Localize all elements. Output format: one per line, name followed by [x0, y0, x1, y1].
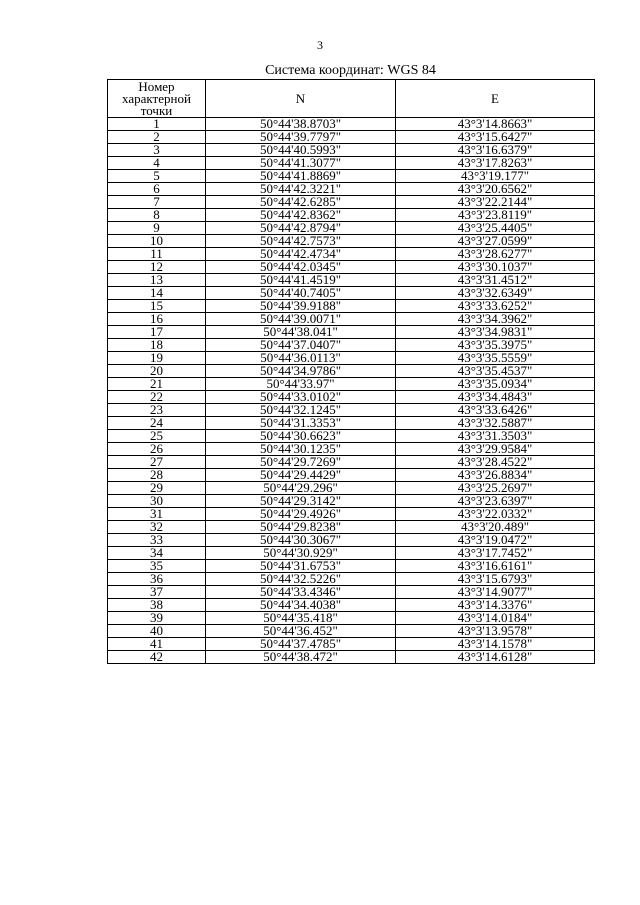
cell-east: 43°3'35.5559": [396, 352, 595, 365]
cell-point-number: 5: [108, 170, 206, 183]
cell-north: 50°44'42.4734": [206, 248, 396, 261]
cell-north: 50°44'30.6623": [206, 430, 396, 443]
cell-north: 50°44'37.0407": [206, 339, 396, 352]
table-row: [108, 378, 595, 391]
table-body: [108, 118, 595, 664]
cell-east: 43°3'35.4537": [396, 365, 595, 378]
table-row: [108, 404, 595, 417]
cell-north: 50°44'34.4038": [206, 599, 396, 612]
cell-north: 50°44'33.0102": [206, 391, 396, 404]
cell-point-number: 24: [108, 417, 206, 430]
cell-north: 50°44'32.5226": [206, 573, 396, 586]
table-row: [108, 209, 595, 222]
cell-point-number: 3: [108, 144, 206, 157]
table-row: [108, 170, 595, 183]
cell-north: 50°44'38.041": [206, 326, 396, 339]
table-row: [108, 638, 595, 651]
table-row: [108, 235, 595, 248]
cell-east: 43°3'14.6128": [396, 651, 595, 664]
cell-north: 50°44'41.3077": [206, 157, 396, 170]
cell-point-number: 26: [108, 443, 206, 456]
table-row: [108, 521, 595, 534]
cell-north: 50°44'41.8869": [206, 170, 396, 183]
table-row: [108, 417, 595, 430]
cell-east: 43°3'34.4843": [396, 391, 595, 404]
cell-east: 43°3'32.5887": [396, 417, 595, 430]
cell-east: 43°3'14.8663": [396, 118, 595, 131]
coordinate-system-caption: Система координат: WGS 84: [265, 63, 436, 78]
cell-east: 43°3'25.4405": [396, 222, 595, 235]
cell-east: 43°3'26.8834": [396, 469, 595, 482]
cell-north: 50°44'35.418": [206, 612, 396, 625]
cell-point-number: 21: [108, 378, 206, 391]
cell-north: 50°44'29.7269": [206, 456, 396, 469]
table-row: [108, 118, 595, 131]
cell-east: 43°3'19.177": [396, 170, 595, 183]
cell-point-number: 10: [108, 235, 206, 248]
cell-north: 50°44'29.4926": [206, 508, 396, 521]
cell-east: 43°3'15.6427": [396, 131, 595, 144]
cell-east: 43°3'33.6252": [396, 300, 595, 313]
cell-east: 43°3'27.0599": [396, 235, 595, 248]
cell-east: 43°3'14.3376": [396, 599, 595, 612]
cell-east: 43°3'19.0472": [396, 534, 595, 547]
table-row: [108, 560, 595, 573]
cell-east: 43°3'28.4522": [396, 456, 595, 469]
table-row: [108, 430, 595, 443]
cell-point-number: 13: [108, 274, 206, 287]
cell-point-number: 40: [108, 625, 206, 638]
cell-north: 50°44'31.6753": [206, 560, 396, 573]
cell-east: 43°3'25.2697": [396, 482, 595, 495]
table-row: [108, 573, 595, 586]
cell-east: 43°3'23.6397": [396, 495, 595, 508]
cell-point-number: 23: [108, 404, 206, 417]
cell-point-number: 31: [108, 508, 206, 521]
table-row: [108, 508, 595, 521]
cell-north: 50°44'42.0345": [206, 261, 396, 274]
cell-east: 43°3'15.6793": [396, 573, 595, 586]
table-row: [108, 131, 595, 144]
cell-point-number: 34: [108, 547, 206, 560]
cell-point-number: 7: [108, 196, 206, 209]
cell-east: 43°3'13.9578": [396, 625, 595, 638]
table-row: [108, 651, 595, 664]
cell-north: 50°44'38.8703": [206, 118, 396, 131]
table-row: [108, 157, 595, 170]
cell-north: 50°44'29.3142": [206, 495, 396, 508]
cell-point-number: 25: [108, 430, 206, 443]
cell-east: 43°3'23.8119": [396, 209, 595, 222]
cell-north: 50°44'30.3067": [206, 534, 396, 547]
cell-north: 50°44'42.6285": [206, 196, 396, 209]
table-row: [108, 248, 595, 261]
cell-point-number: 42: [108, 651, 206, 664]
cell-east: 43°3'31.4512": [396, 274, 595, 287]
header-east: E: [396, 80, 595, 118]
coordinates-table: [107, 79, 595, 664]
cell-point-number: 6: [108, 183, 206, 196]
cell-point-number: 11: [108, 248, 206, 261]
cell-point-number: 19: [108, 352, 206, 365]
page-number: 3: [317, 38, 323, 52]
cell-north: 50°44'39.7797": [206, 131, 396, 144]
table-row: [108, 534, 595, 547]
cell-north: 50°44'36.0113": [206, 352, 396, 365]
cell-east: 43°3'20.489": [396, 521, 595, 534]
cell-east: 43°3'16.6161": [396, 560, 595, 573]
cell-point-number: 41: [108, 638, 206, 651]
table-row: [108, 144, 595, 157]
cell-north: 50°44'40.5993": [206, 144, 396, 157]
cell-east: 43°3'22.2144": [396, 196, 595, 209]
cell-north: 50°44'33.97": [206, 378, 396, 391]
header-north: N: [206, 80, 396, 118]
cell-east: 43°3'17.7452": [396, 547, 595, 560]
cell-east: 43°3'17.8263": [396, 157, 595, 170]
cell-east: 43°3'30.1037": [396, 261, 595, 274]
cell-point-number: 36: [108, 573, 206, 586]
cell-east: 43°3'29.9584": [396, 443, 595, 456]
table-row: [108, 391, 595, 404]
table-row: [108, 261, 595, 274]
table-row: [108, 274, 595, 287]
cell-north: 50°44'29.296": [206, 482, 396, 495]
cell-point-number: 9: [108, 222, 206, 235]
cell-point-number: 8: [108, 209, 206, 222]
table-row: [108, 495, 595, 508]
table-row: [108, 300, 595, 313]
cell-point-number: 29: [108, 482, 206, 495]
table-row: [108, 547, 595, 560]
table-row: [108, 625, 595, 638]
cell-point-number: 12: [108, 261, 206, 274]
cell-east: 43°3'34.3962": [396, 313, 595, 326]
table-row: [108, 313, 595, 326]
cell-point-number: 16: [108, 313, 206, 326]
cell-north: 50°44'40.7405": [206, 287, 396, 300]
cell-point-number: 35: [108, 560, 206, 573]
cell-point-number: 17: [108, 326, 206, 339]
table-row: [108, 612, 595, 625]
cell-east: 43°3'14.0184": [396, 612, 595, 625]
cell-point-number: 15: [108, 300, 206, 313]
cell-north: 50°44'33.4346": [206, 586, 396, 599]
cell-east: 43°3'35.3975": [396, 339, 595, 352]
cell-east: 43°3'35.0934": [396, 378, 595, 391]
cell-north: 50°44'38.472": [206, 651, 396, 664]
cell-north: 50°44'30.929": [206, 547, 396, 560]
table-row: [108, 196, 595, 209]
cell-north: 50°44'32.1245": [206, 404, 396, 417]
cell-point-number: 37: [108, 586, 206, 599]
cell-east: 43°3'33.6426": [396, 404, 595, 417]
table-row: [108, 365, 595, 378]
table-row: [108, 586, 595, 599]
cell-north: 50°44'29.8238": [206, 521, 396, 534]
cell-north: 50°44'39.0071": [206, 313, 396, 326]
table-row: [108, 287, 595, 300]
table-row: [108, 326, 595, 339]
cell-point-number: 33: [108, 534, 206, 547]
header-point-number: Номер характерной точки: [108, 80, 206, 118]
table-row: [108, 482, 595, 495]
cell-point-number: 27: [108, 456, 206, 469]
cell-north: 50°44'42.3221": [206, 183, 396, 196]
table-row: [108, 443, 595, 456]
cell-north: 50°44'39.9188": [206, 300, 396, 313]
cell-point-number: 2: [108, 131, 206, 144]
cell-point-number: 18: [108, 339, 206, 352]
cell-point-number: 14: [108, 287, 206, 300]
cell-east: 43°3'32.6349": [396, 287, 595, 300]
cell-north: 50°44'42.8794": [206, 222, 396, 235]
cell-north: 50°44'37.4785": [206, 638, 396, 651]
table-row: [108, 469, 595, 482]
cell-north: 50°44'36.452": [206, 625, 396, 638]
cell-point-number: 1: [108, 118, 206, 131]
cell-east: 43°3'31.3503": [396, 430, 595, 443]
cell-point-number: 20: [108, 365, 206, 378]
cell-east: 43°3'22.0332": [396, 508, 595, 521]
cell-point-number: 32: [108, 521, 206, 534]
cell-point-number: 38: [108, 599, 206, 612]
table-row: [108, 456, 595, 469]
cell-north: 50°44'42.8362": [206, 209, 396, 222]
cell-north: 50°44'42.7573": [206, 235, 396, 248]
cell-east: 43°3'28.6277": [396, 248, 595, 261]
cell-point-number: 22: [108, 391, 206, 404]
cell-east: 43°3'14.1578": [396, 638, 595, 651]
cell-north: 50°44'31.3353": [206, 417, 396, 430]
table-header-row: [108, 80, 595, 118]
cell-north: 50°44'34.9786": [206, 365, 396, 378]
table-row: [108, 183, 595, 196]
cell-east: 43°3'20.6562": [396, 183, 595, 196]
cell-east: 43°3'16.6379": [396, 144, 595, 157]
cell-north: 50°44'41.4519": [206, 274, 396, 287]
table-row: [108, 352, 595, 365]
cell-east: 43°3'34.9831": [396, 326, 595, 339]
table-row: [108, 339, 595, 352]
cell-north: 50°44'29.4429": [206, 469, 396, 482]
cell-north: 50°44'30.1235": [206, 443, 396, 456]
table-row: [108, 599, 595, 612]
cell-point-number: 39: [108, 612, 206, 625]
cell-point-number: 4: [108, 157, 206, 170]
cell-point-number: 30: [108, 495, 206, 508]
table-row: [108, 222, 595, 235]
cell-east: 43°3'14.9077": [396, 586, 595, 599]
cell-point-number: 28: [108, 469, 206, 482]
